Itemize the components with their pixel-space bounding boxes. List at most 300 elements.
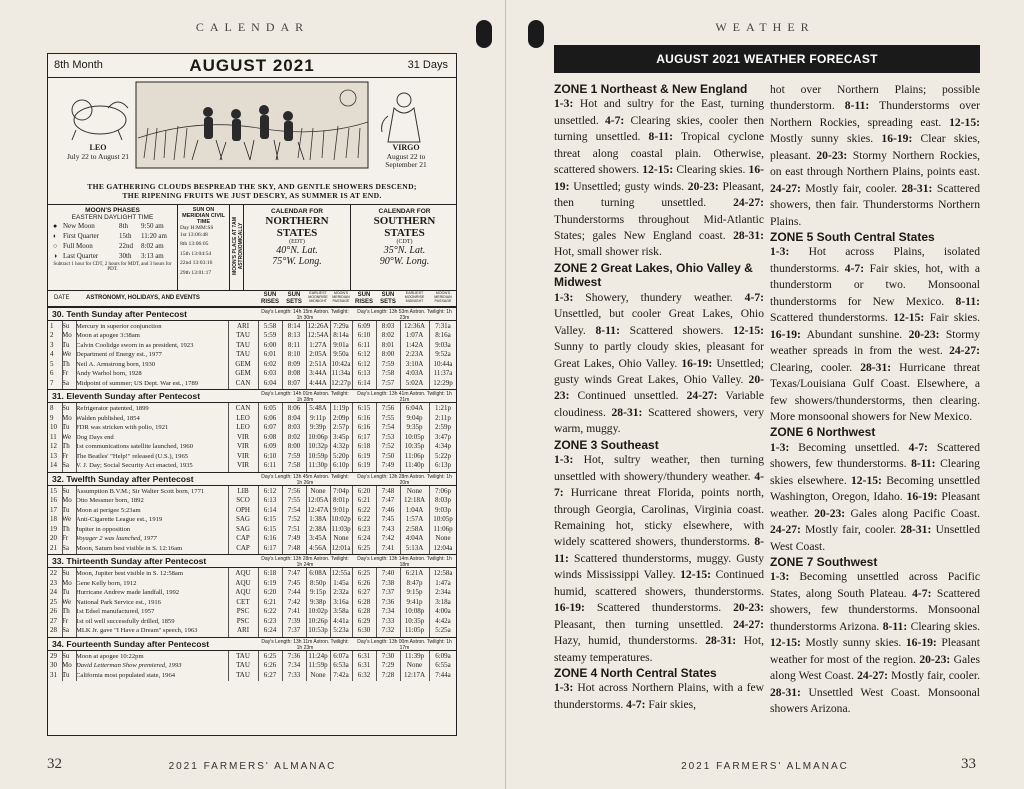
calendar-cell: 2:38A: [309, 524, 327, 533]
calendar-cell: 6:15: [263, 515, 277, 524]
sun-meridian: SUN ON MERIDIAN CIVIL TIME Day H:MM:SS 1st 13:06:48 8th 13:06:05 15th 13:04:54 22nd 13:03:16 29th 13:01:17: [178, 205, 230, 290]
column-rule: [76, 321, 77, 390]
forecast-phrase: Hazy, humid, thunderstorms.: [554, 634, 706, 648]
calendar-cell: 7:46: [381, 505, 395, 514]
zone-forecast-text: [770, 244, 980, 425]
phase-list: [51, 221, 174, 261]
calendar-cell: 23: [50, 578, 57, 587]
calendar-cell: 8:00: [381, 350, 395, 359]
calendar-cell: 6:00: [263, 340, 277, 349]
column-rule: [258, 568, 259, 637]
calendar-cell: 6:20: [263, 588, 277, 597]
week-rows: [48, 651, 456, 682]
calendar-cell: Th: [62, 359, 70, 368]
calendar-cell: 9:15p: [310, 588, 326, 597]
calendar-cell: 7:30: [381, 651, 395, 660]
forecast-phrase: Mostly sunny skies.: [770, 132, 882, 146]
calendar-cell: 7:41: [287, 607, 301, 616]
calendar-cell: Tu: [62, 423, 70, 432]
calendar-cell: 8:02: [287, 432, 301, 441]
calendar-row: [48, 525, 456, 535]
date-range: 1-3:: [554, 97, 574, 111]
calendar-cell: 9:03p: [435, 505, 451, 514]
calendar-cell: 4:34p: [435, 442, 451, 451]
calendar-cell: 6:03: [263, 369, 277, 378]
calendar-cell: 6:12: [263, 486, 277, 495]
calendar-row: [48, 487, 456, 497]
month-title: AUGUST 2021: [189, 56, 315, 75]
forecast-phrase: Hot across Plains, isolated thunderstorms.: [770, 245, 980, 275]
calendar-cell: 9:50a: [333, 350, 349, 359]
forecast-phrase: Unsettled West Coast.: [770, 523, 980, 553]
column-rule: [376, 568, 377, 637]
date-range: 1-3:: [554, 290, 574, 304]
calendar-cell: 29: [50, 651, 57, 660]
calendar-cell: 10:06p: [308, 432, 328, 441]
calendar-cell: Tu: [62, 588, 70, 597]
calendar-row: [48, 506, 456, 516]
calendar-cell: 10:42a: [331, 359, 351, 368]
calendar-cell: 6:25: [263, 651, 277, 660]
calendar-cell: 6:09: [263, 442, 277, 451]
calendar-cell: 10:08p: [404, 607, 425, 616]
calendar-cell: PSC: [236, 607, 250, 616]
calendar-cell: 6:24: [263, 626, 277, 635]
calendar-cell: Walden published, 1854: [76, 414, 140, 422]
forecast-phrase: Scattered thunderstorms, muggy. Gusty winds Mississippi Valley.: [554, 551, 764, 582]
calendar-cell: National Park Service est., 1916: [76, 598, 161, 606]
forecast-phrase: Fair skies,: [645, 697, 697, 711]
date-range: 1-3:: [770, 440, 790, 454]
date-range: 8-11:: [844, 99, 870, 113]
calendar-cell: 12:04a: [433, 543, 453, 552]
date-range: 20-23:: [816, 148, 848, 162]
calendar-cell: 7:53: [381, 432, 395, 441]
column-rule: [306, 321, 307, 390]
date-range: 12-15:: [770, 636, 801, 650]
calendar-cell: 9:41p: [406, 597, 423, 606]
calendar-cell: Mo: [62, 578, 72, 587]
forecast-phrase: Fair skies, hot, with a thunderstorm or two. Monsoonal thunderstorms for New Mexico.: [770, 261, 980, 308]
forecast-phrase: Pleasant, then turning unsettled.: [554, 179, 764, 210]
calendar-cell: 6:28: [357, 597, 371, 606]
calendar-cell: 6:17: [263, 543, 277, 552]
zone-heading: ZONE 3 Southeast: [554, 437, 659, 452]
calendar-cell: 6:23: [357, 524, 371, 533]
calendar-cell: 11:05p: [404, 626, 425, 635]
calendar-cell: 18: [50, 515, 57, 524]
zone-forecast-text: [554, 452, 764, 666]
calendar-cell: 2:58A: [405, 524, 424, 533]
southern-states-header: CALENDAR FOR SOUTHERN STATES (CDT) 35°N. Lat. 90°W. Long.: [373, 207, 436, 268]
forecast-phrase: Hot and sultry for the East, turning unsettled.: [554, 97, 764, 127]
forecast-phrase: Gales along West Coast.: [770, 652, 981, 683]
calendar-cell: 7:55: [381, 413, 395, 422]
calendar-cell: Moon at apogee 10:22pm: [76, 652, 144, 660]
calendar-cell: 12:26A: [307, 321, 329, 330]
calendar-cell: 6:22: [357, 515, 371, 524]
column-rule: [429, 486, 430, 555]
forecast-phrase: Continued humid, scattered showers, thunderstorms.: [554, 568, 764, 598]
calendar-cell: TAU: [236, 670, 250, 679]
week-header: [48, 637, 456, 651]
calendar-cell: 7:54: [381, 423, 395, 432]
date-range: 20-23:: [919, 652, 951, 666]
column-rule: [330, 651, 331, 682]
date-range: 1-3:: [554, 681, 574, 695]
column-rule: [400, 651, 401, 682]
calendar-cell: V. J. Day; Social Security Act enacted, 1935: [76, 462, 193, 470]
calendar-cell: 1:45a: [333, 578, 349, 587]
calendar-cell: 1:42A: [405, 340, 424, 349]
calendar-cell: 12:55a: [331, 569, 351, 578]
calendar-cell: 6:16: [357, 423, 371, 432]
calendar-cell: 31: [50, 670, 57, 679]
calendar-cell: 1: [50, 321, 54, 330]
calendar-row: [48, 617, 456, 627]
calendar-row: [48, 442, 456, 452]
calendar-cell: 6:13: [357, 369, 371, 378]
calendar-cell: 7:31a: [435, 321, 451, 330]
column-rule: [258, 651, 259, 682]
calendar-cell: Hurricane Andrew made landfall, 1992: [76, 589, 180, 597]
forecast-phrase: Scattered showers.: [619, 323, 734, 337]
calendar-cell: 6:12: [357, 350, 371, 359]
days-length-south: Day's Length: 13h 00m Astron. Twilight: 1h 17m: [357, 638, 452, 651]
date-range: 24-27:: [686, 389, 718, 403]
column-rule: [352, 321, 353, 390]
calendar-cell: 22: [50, 569, 57, 578]
calendar-cell: 11:59p: [308, 661, 328, 670]
calendar-cell: 6:10p: [333, 461, 349, 470]
calendar-cell: 6:09: [357, 321, 371, 330]
forecast-phrase: Scattered showers, few thunderstorms.: [770, 440, 981, 471]
month-number: 8th Month: [54, 59, 103, 71]
calendar-cell: 8:14: [287, 321, 301, 330]
forecast-phrase: Fair skies.: [924, 311, 980, 325]
calendar-cell: 2: [50, 331, 54, 340]
calendar-cell: 7:49: [381, 461, 395, 470]
calendar-cell: 25: [50, 597, 57, 606]
calendar-cell: 8:14a: [333, 331, 349, 340]
forecast-phrase: Stormy Northern Rockies, on east through Northern Plains, points east.: [770, 148, 980, 179]
calendar-cell: 7:44a: [435, 670, 451, 679]
calendar-cell: 3:16a: [333, 597, 349, 606]
column-rule: [258, 486, 259, 555]
calendar-cell: 11:03p: [331, 524, 351, 533]
calendar-cell: OPH: [235, 505, 250, 514]
calendar-cell: Fr: [62, 534, 69, 543]
calendar-cell: 6:19: [263, 578, 277, 587]
forecast-phrase: Unsettled; gusty winds.: [569, 179, 688, 193]
date-range: 20-23:: [554, 372, 764, 403]
calendar-cell: 8:11: [287, 340, 301, 349]
calendar-row: [48, 534, 456, 544]
column-rule: [330, 486, 331, 555]
date-range: 12-15:: [680, 568, 712, 582]
binder-ring-icon: [476, 20, 492, 48]
calendar-cell: 6:13: [263, 496, 277, 505]
calendar-cell: 8:03: [381, 321, 395, 330]
calendar-cell: 1:04A: [405, 505, 424, 514]
calendar-cell: Fr: [62, 369, 69, 378]
calendar-cell: 6:16: [263, 534, 277, 543]
calendar-cell: 6:08A: [309, 569, 327, 578]
calendar-cell: 2:23A: [405, 350, 424, 359]
calendar-cell: 6:19: [357, 451, 371, 460]
forecast-phrase: Pleasant, then turning unsettled.: [554, 617, 734, 631]
harvest-illustration: [48, 78, 456, 180]
calendar-cell: 9:35p: [406, 423, 423, 432]
forecast-phrase: Scattered thunderstorms.: [584, 601, 734, 615]
calendar-cell: SAG: [235, 524, 250, 533]
calendar-cell: 5:02A: [405, 378, 424, 387]
calendar-cell: 2:34a: [435, 588, 451, 597]
column-rule: [258, 403, 259, 472]
calendar-cell: Moon, Saturn best visible in S. 12:16am: [76, 544, 183, 552]
days-length-north: Day's Length: 13h 45m Astron. Twilight: 1h 26m: [261, 473, 349, 486]
days-length-north: Day's Length: 14h 15m Astron. Twilight: 1h 30m: [261, 308, 349, 321]
calendar-cell: PSC: [236, 616, 250, 625]
calendar-cell: None: [310, 486, 326, 495]
calendar-cell: GEM: [235, 359, 251, 368]
calendar-cell: 7:40: [381, 569, 395, 578]
column-rule: [330, 321, 331, 390]
week-header: [48, 472, 456, 486]
forecast-phrase: Scattered thunderstorms.: [770, 311, 894, 325]
calendar-cell: 6:05: [263, 404, 277, 413]
calendar-cell: 6:02: [263, 359, 277, 368]
column-rule: [400, 486, 401, 555]
calendar-cell: Voyager 2 was launched, 1977: [76, 535, 157, 543]
zone-forecast-text: [770, 440, 980, 555]
calendar-cell: 8:08: [287, 369, 301, 378]
calendar-cell: TAU: [236, 651, 250, 660]
date-range: 20-23:: [687, 179, 719, 193]
calendar-cell: 7:48: [381, 486, 395, 495]
forecast-phrase: Hot, sultry weather, then turning unsettled with showery/thundery weather.: [554, 453, 764, 483]
calendar-cell: 6:01: [263, 350, 277, 359]
calendar-cell: 9:03a: [435, 340, 451, 349]
column-rule: [282, 486, 283, 555]
forecast-phrase: Mostly sunny skies.: [800, 636, 906, 650]
calendar-cell: 11:06p: [404, 451, 425, 460]
calendar-cell: 26: [50, 607, 57, 616]
calendar-cell: 8:02: [381, 331, 395, 340]
calendar-cell: 7:47: [287, 569, 301, 578]
calendar-cell: 8: [50, 404, 54, 413]
calendar-cell: 6:18: [263, 569, 277, 578]
calendar-cell: 3:45A: [309, 534, 327, 543]
calendar-cell: 7:39: [287, 616, 301, 625]
column-rule: [376, 486, 377, 555]
calendar-cell: 7:34: [287, 661, 301, 670]
calendar-cell: Department of Energy est., 1977: [76, 351, 162, 359]
calendar-cell: 6:15: [357, 404, 371, 413]
date-range: 28-31:: [900, 523, 932, 537]
calendar-cell: 9:52a: [435, 350, 451, 359]
calendar-cell: 8:00: [287, 442, 301, 451]
calendar-cell: 1st communications satellite launched, 1960: [76, 443, 194, 451]
calendar-cell: VIR: [236, 461, 250, 470]
calendar-row: [48, 515, 456, 525]
calendar-cell: 8:06: [287, 404, 301, 413]
calendar-cell: 7:58: [381, 369, 395, 378]
column-rule: [76, 486, 77, 555]
footer-title-left: 2021 FARMERS' ALMANAC: [168, 761, 337, 772]
column-rule: [376, 651, 377, 682]
calendar-cell: 11:39p: [404, 651, 425, 660]
forecast-phrase: Thunderstorms over Northern Rockies, spreading east.: [770, 99, 980, 129]
calendar-cell: 30: [50, 661, 57, 670]
calendar-cell: 1st Edsel manufactured, 1957: [76, 608, 155, 616]
calendar-cell: Su: [62, 651, 70, 660]
calendar-cell: Mercury in superior conjunction: [76, 322, 162, 330]
right-page: [506, 0, 1024, 789]
calendar-cell: Anti-Cigarette League est., 1919: [76, 516, 163, 524]
forecast-zone: [554, 82, 764, 261]
calendar-cell: 8:07: [287, 378, 301, 387]
date-range: 20-23:: [733, 601, 764, 615]
calendar-cell: 5:25a: [435, 626, 451, 635]
calendar-cell: 10: [50, 423, 57, 432]
calendar-cell: 9:15p: [406, 588, 423, 597]
calendar-cell: Mo: [62, 661, 72, 670]
moon-phase-row: ◐ First Quarter 15th 11:20 am: [53, 231, 167, 240]
calendar-cell: 9:01a: [333, 340, 349, 349]
forecast-phrase: Clear skies, pleasant.: [770, 132, 980, 162]
footer-title-right: 2021 FARMERS' ALMANAC: [681, 761, 849, 772]
date-range: 8-11:: [554, 535, 764, 565]
calendar-cell: Tu: [62, 505, 70, 514]
calendar-cell: 4:04A: [405, 534, 424, 543]
days-length-south: Day's Length: 13h 28m Astron. Twilight: 1h 20m: [357, 473, 452, 486]
calendar-cell: 8:10: [287, 350, 301, 359]
calendar-cell: 7:57: [381, 378, 395, 387]
calendar-cell: 7:56: [381, 404, 395, 413]
zone-heading: ZONE 1 Northeast & New England: [554, 82, 748, 96]
week-title: 31. Eleventh Sunday after Pentecost: [52, 391, 201, 402]
calendar-cell: 7:42: [381, 534, 395, 543]
date-range: 4-7:: [844, 261, 865, 275]
calendar-row: [48, 369, 456, 379]
calendar-cell: 6:23: [263, 616, 277, 625]
date-range: 24-27:: [857, 669, 889, 683]
date-range: 4-7:: [744, 290, 764, 304]
forecast-phrase: Hot, small shower risk.: [554, 245, 662, 259]
calendar-cell: 1:27A: [309, 340, 327, 349]
column-rule: [352, 403, 353, 472]
calendar-cell: 3:10A: [405, 359, 424, 368]
forecast-phrase: Showery, thundery weather.: [573, 290, 745, 304]
month-days: 31 Days: [407, 59, 448, 71]
calendar-cell: Moon at perigee 5:23am: [76, 506, 141, 514]
column-rule: [62, 568, 63, 637]
forecast-phrase: Unsettled West Coast. Monsoonal showers Arizona.: [770, 685, 980, 716]
calendar-cell: 6:22: [357, 505, 371, 514]
calendar-cell: 6:26: [263, 661, 277, 670]
calendar-cell: Sa: [62, 626, 69, 635]
date-range: 20-23:: [908, 327, 940, 341]
zone-forecast-text: [770, 569, 980, 717]
forecast-phrase: Hurricane threat Texas/Louisiana Gulf Coast. Elsewhere, a few showers/thunderstorms, then clearing. More monsoonal showers for New Mexico.: [770, 360, 980, 423]
calendar-cell: 6:06: [263, 413, 277, 422]
calendar-cell: 12:18A: [404, 496, 425, 505]
week-rows: [48, 568, 456, 637]
date-range: 20-23:: [814, 506, 846, 520]
calendar-cell: 11:30p: [308, 461, 328, 470]
column-rule: [306, 486, 307, 555]
calendar-cell: 7:04p: [333, 486, 349, 495]
moon-phase-row: ◑ Last Quarter 30th 3:13 am: [53, 251, 164, 260]
zone-heading: ZONE 5 South Central States: [770, 230, 935, 245]
calendar-cell: 7:29a: [333, 321, 349, 330]
calendar-cell: Jupiter in opposition: [76, 525, 131, 533]
forecast-phrase: Clearing, cooler.: [770, 360, 861, 374]
meridian-list: [180, 231, 227, 279]
calendar-cell: None: [406, 661, 423, 670]
forecast-zone: [554, 666, 764, 713]
forecast-phrase: Pleasant weather.: [770, 490, 980, 520]
week-rows: [48, 403, 456, 472]
calendar-cell: 6:27: [263, 670, 277, 679]
virgo-label: VIRGO August 22 to September 21: [385, 143, 427, 170]
calendar-cell: Th: [62, 442, 70, 451]
calendar-cell: 5:58: [263, 321, 277, 330]
calendar-cell: 2:32a: [333, 588, 349, 597]
column-rule: [330, 568, 331, 637]
forecast-phrase: Continued unsettled.: [569, 389, 687, 403]
calendar-cell: 1:57A: [405, 515, 424, 524]
column-rule: [352, 568, 353, 637]
date-range: 4-7:: [554, 469, 764, 500]
calendar-cell: 10:53p: [308, 626, 328, 635]
calendar-cell: 1:47a: [435, 578, 451, 587]
column-rule: [429, 321, 430, 390]
forecast-zone: [554, 261, 764, 438]
calendar-cell: 8:01p: [333, 496, 349, 505]
calendar-cell: 12:17A: [404, 670, 425, 679]
column-rule: [429, 403, 430, 472]
calendar-cell: 2:57p: [333, 423, 349, 432]
moon-phase-icon: ●: [53, 221, 58, 230]
calendar-cell: 5:13A: [405, 543, 424, 552]
calendar-cell: CET: [236, 597, 250, 606]
calendar-cell: 10:26p: [308, 616, 328, 625]
calendar-cell: Fr: [62, 616, 69, 625]
column-rule: [429, 651, 430, 682]
calendar-cell: 12:01a: [331, 543, 351, 552]
date-range: 16-19:: [905, 636, 937, 650]
column-rule: [306, 568, 307, 637]
date-range: 12-15:: [733, 323, 764, 337]
calendar-weeks: [48, 307, 456, 682]
date-range: 24-27:: [733, 617, 764, 631]
moon-phase-row: ● New Moon 8th 9:50 am: [53, 221, 164, 230]
date-range: 16-19:: [770, 327, 801, 341]
calendar-cell: 8:50p: [310, 578, 326, 587]
calendar-cell: Su: [62, 404, 70, 413]
calendar-cell: MLK Jr. gave "I Have a Dream" speech, 1963: [76, 627, 198, 635]
calendar-row: [48, 569, 456, 579]
forecast-phrase: Gales along Pacific Coast.: [845, 506, 980, 520]
column-rule: [228, 403, 229, 472]
calendar-row: [48, 414, 456, 424]
calendar-cell: CAP: [236, 534, 250, 543]
calendar-cell: We: [62, 515, 72, 524]
calendar-cell: 6:21: [357, 496, 371, 505]
moon-phase-row: ○ Full Moon 22nd 8:02 am: [53, 241, 164, 250]
